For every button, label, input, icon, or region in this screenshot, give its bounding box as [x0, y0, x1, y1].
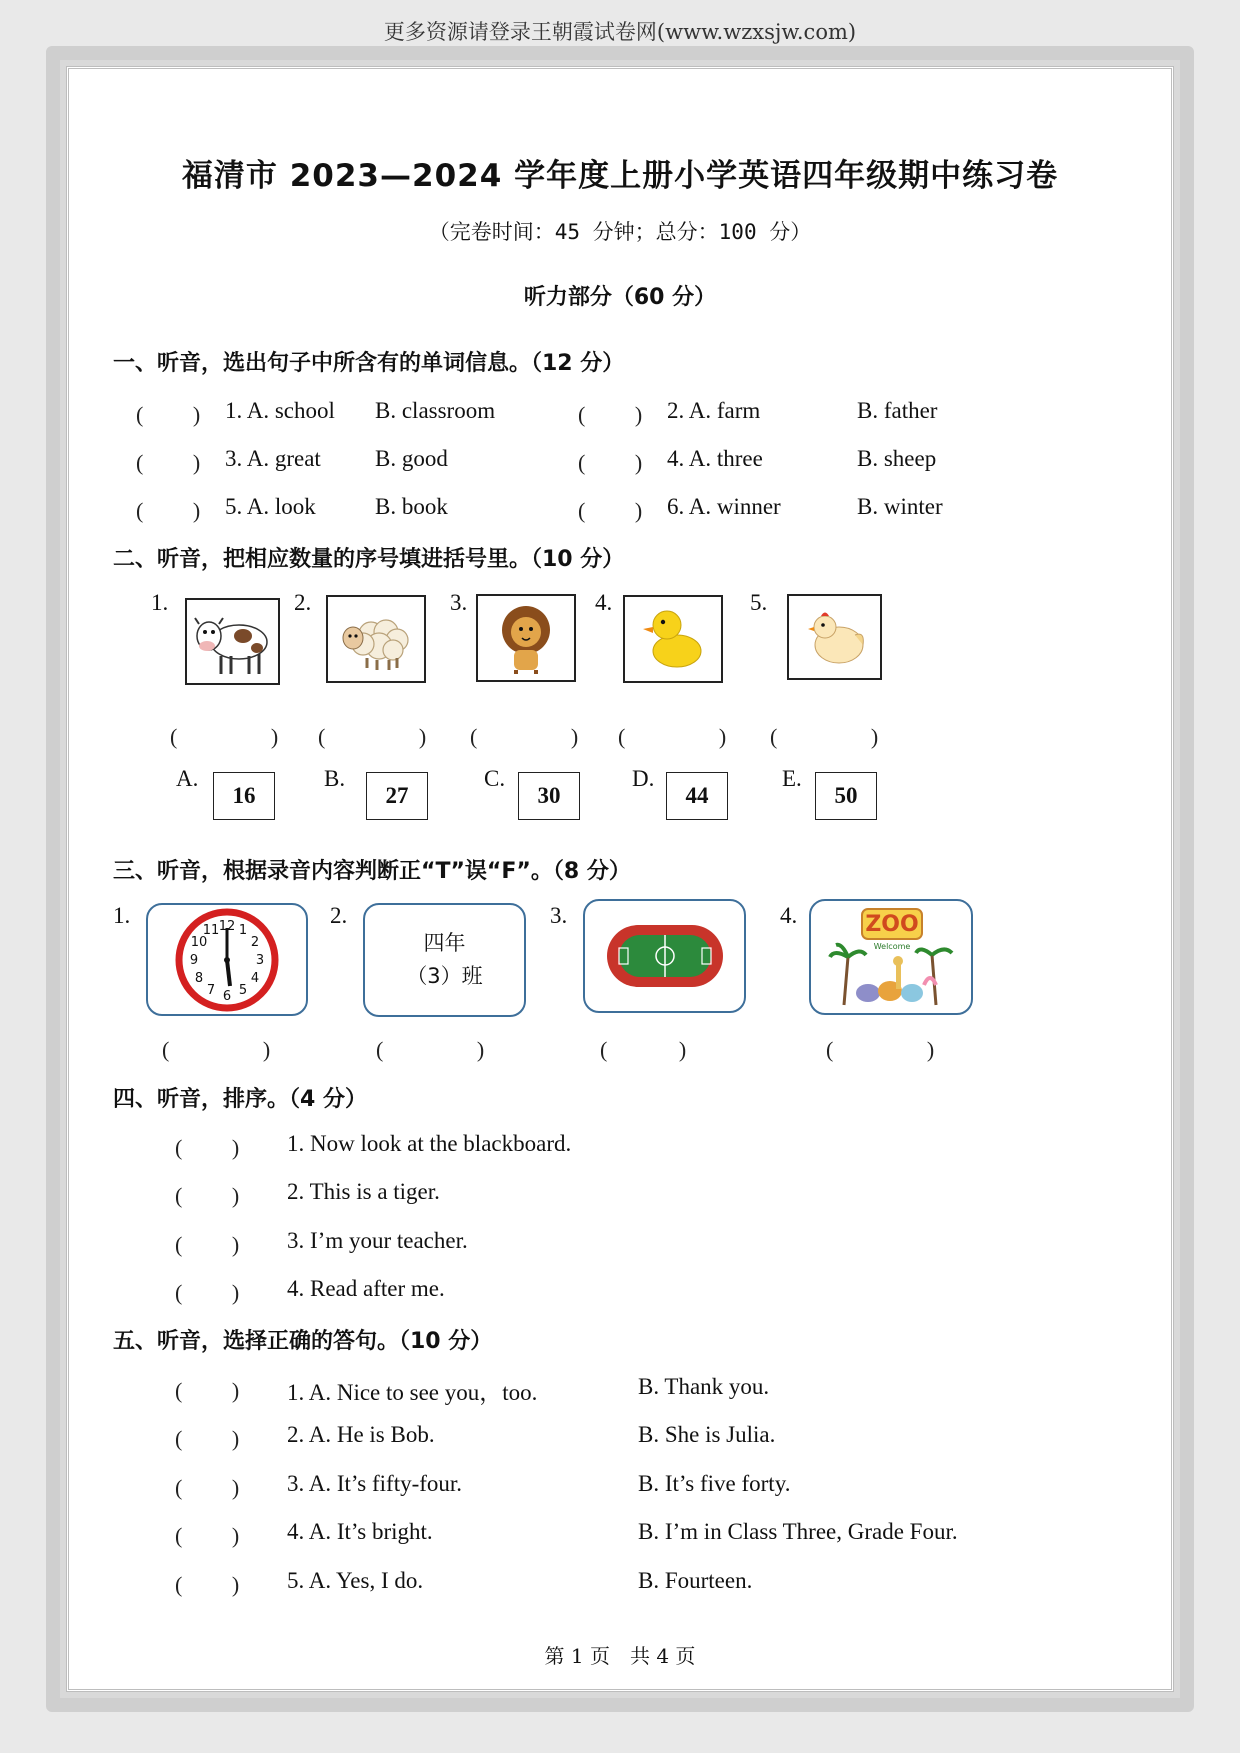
- svg-text:1: 1: [238, 922, 248, 938]
- option-letter: C.: [484, 766, 506, 791]
- answer-blank[interactable]: ( ): [136, 450, 201, 475]
- answer-blank[interactable]: ( ): [175, 1183, 240, 1208]
- option-a: 5. A. Yes, I do.: [287, 1568, 424, 1593]
- option-a: 4. A. It’s bright.: [287, 1519, 433, 1544]
- picture-number: 3.: [550, 903, 568, 928]
- number-option: 50: [815, 772, 877, 820]
- zoo-welcome-text: Welcome: [873, 942, 911, 951]
- sentence-item: 2. This is a tiger.: [287, 1179, 440, 1204]
- svg-text:2: 2: [250, 934, 260, 950]
- answer-blank[interactable]: ( ): [175, 1572, 240, 1597]
- option-a: 1. A. Nice to see you，too.: [287, 1380, 538, 1405]
- section1-heading: 一、听音，选出句子中所含有的单词信息。（12 分）: [113, 351, 625, 376]
- number-option: 16: [213, 772, 275, 820]
- page-number: 第 1 页 共 4 页: [544, 1644, 696, 1668]
- answer-blank[interactable]: ( ): [618, 724, 727, 749]
- sentence-item: 3. I’m your teacher.: [287, 1228, 468, 1253]
- svg-text:6: 6: [222, 988, 232, 1004]
- option-b: B. book: [375, 494, 448, 519]
- picture-number: 2.: [330, 903, 348, 928]
- number-option: 30: [518, 772, 580, 820]
- option-letter: B.: [324, 766, 346, 791]
- option-b: B. classroom: [375, 398, 496, 423]
- sheep-icon: [326, 595, 426, 683]
- svg-text:12: 12: [218, 918, 236, 934]
- answer-blank[interactable]: ( ): [578, 498, 643, 523]
- exam-info: （完卷时间：45 分钟；总分：100 分）: [428, 220, 812, 244]
- picture-number: 3.: [450, 590, 468, 615]
- svg-text:7: 7: [206, 982, 216, 998]
- answer-blank[interactable]: ( ): [175, 1426, 240, 1451]
- answer-blank[interactable]: ( ): [136, 402, 201, 427]
- answer-blank[interactable]: ( ): [175, 1475, 240, 1500]
- svg-text:9: 9: [189, 952, 199, 968]
- sentence-item: 4. Read after me.: [287, 1276, 445, 1301]
- picture-number: 4.: [595, 590, 613, 615]
- section5-heading: 五、听音，选择正确的答句。（10 分）: [113, 1329, 493, 1354]
- option-b: B. father: [857, 398, 938, 423]
- lion-icon: [476, 594, 576, 682]
- option-a: 2. A. He is Bob.: [287, 1422, 435, 1447]
- question-label: 4. A. three: [667, 446, 763, 471]
- sentence-item: 1. Now look at the blackboard.: [287, 1131, 572, 1156]
- option-letter: E.: [782, 766, 802, 791]
- picture-number: 1.: [113, 903, 131, 928]
- answer-blank[interactable]: ( ): [175, 1232, 240, 1257]
- question-label: 3. A. great: [225, 446, 321, 471]
- number-option: 44: [666, 772, 728, 820]
- answer-blank[interactable]: ( ): [175, 1378, 240, 1403]
- part-heading: 听力部分（60 分）: [523, 285, 717, 310]
- answer-blank[interactable]: ( ): [470, 724, 579, 749]
- option-b: B. Fourteen.: [638, 1568, 753, 1593]
- option-letter: A.: [176, 766, 199, 791]
- hen-icon: [787, 594, 882, 680]
- svg-text:4: 4: [250, 970, 260, 986]
- question-label: 6. A. winner: [667, 494, 781, 519]
- svg-text:8: 8: [194, 970, 204, 986]
- zoo-icon: [809, 899, 973, 1015]
- answer-blank[interactable]: ( ): [175, 1523, 240, 1548]
- option-b: B. She is Julia.: [638, 1422, 776, 1447]
- answer-blank[interactable]: ( ): [318, 724, 427, 749]
- question-label: 1. A. school: [225, 398, 335, 423]
- option-a: 3. A. It’s fifty-four.: [287, 1471, 463, 1496]
- zoo-sign-text: ZOO: [865, 912, 919, 937]
- answer-blank[interactable]: ( ): [578, 402, 643, 427]
- answer-blank[interactable]: ( ): [578, 450, 643, 475]
- option-b: B. It’s five forty.: [638, 1471, 791, 1496]
- svg-text:3: 3: [255, 952, 265, 968]
- number-option: 27: [366, 772, 428, 820]
- picture-number: 5.: [750, 590, 768, 615]
- answer-blank[interactable]: ( ): [175, 1280, 240, 1305]
- answer-blank[interactable]: ( ): [136, 498, 201, 523]
- svg-text:5: 5: [238, 982, 248, 998]
- answer-blank[interactable]: ( ): [770, 724, 879, 749]
- picture-number: 4.: [780, 903, 798, 928]
- answer-blank[interactable]: ( ): [376, 1037, 485, 1062]
- class-sign-icon: [363, 903, 526, 1017]
- sign-line1: 四年: [423, 931, 466, 955]
- option-letter: D.: [632, 766, 655, 791]
- section3-heading: 三、听音，根据录音内容判断正“T”误“F”。（8 分）: [113, 859, 631, 884]
- page-title: 福清市 2023—2024 学年度上册小学英语四年级期中练习卷: [181, 158, 1059, 194]
- header-note: 更多资源请登录王朝霞试卷网(www.wzxsjw.com): [383, 20, 857, 44]
- question-label: 5. A. look: [225, 494, 316, 519]
- option-b: B. good: [375, 446, 448, 471]
- answer-blank[interactable]: ( ): [170, 724, 279, 749]
- option-b: B. Thank you.: [638, 1374, 770, 1399]
- svg-text:10: 10: [190, 934, 208, 950]
- answer-blank[interactable]: ( ): [600, 1037, 687, 1062]
- answer-blank[interactable]: ( ): [175, 1135, 240, 1160]
- question-label: 2. A. farm: [667, 398, 761, 423]
- option-b: B. I’m in Class Three, Grade Four.: [638, 1519, 958, 1544]
- sign-line2: （3）班: [406, 964, 483, 988]
- section2-heading: 二、听音，把相应数量的序号填进括号里。（10 分）: [113, 547, 625, 572]
- picture-number: 2.: [294, 590, 312, 615]
- svg-text:11: 11: [202, 922, 220, 938]
- answer-blank[interactable]: ( ): [162, 1037, 271, 1062]
- option-b: B. winter: [857, 494, 943, 519]
- option-b: B. sheep: [857, 446, 937, 471]
- picture-number: 1.: [151, 590, 169, 615]
- duck-icon: [623, 595, 723, 683]
- section4-heading: 四、听音，排序。（4 分）: [113, 1087, 367, 1112]
- cow-icon: [185, 598, 280, 685]
- answer-blank[interactable]: ( ): [826, 1037, 935, 1062]
- playground-icon: [583, 899, 746, 1013]
- clock-icon: [146, 903, 308, 1016]
